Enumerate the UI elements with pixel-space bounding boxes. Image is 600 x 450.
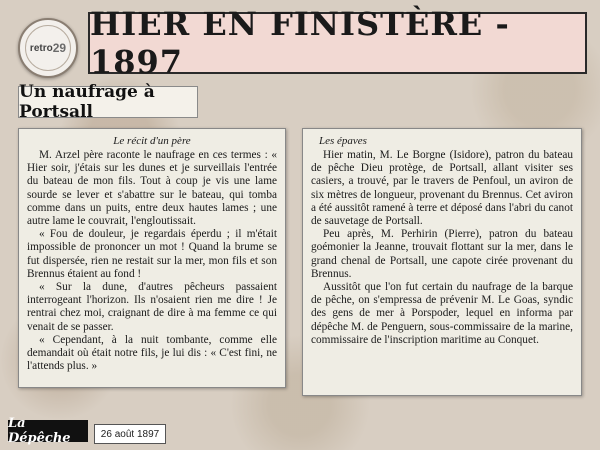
badge-prefix: retro: [29, 42, 53, 54]
left-paragraph-2: « Fou de douleur, je regardais éperdu ; il m'était impossible de prononcer un mot ! Quand la brume se fut dispersée, rien ne restait sur la mer, mon fils et son Brennus étaient au fond !: [27, 228, 277, 280]
badge-number: 29: [52, 41, 67, 55]
logo-text: La Dépêche: [8, 416, 71, 446]
left-paragraph-3: « Sur la dune, d'autres pêcheurs passaient interrogeant l'horizon. Ils n'osaient rien me dire ! Je rentrai chez moi, craignant de dire à ma femme ce qui venait de se passer.: [27, 281, 277, 333]
left-paragraph-4: « Cependant, à la nuit tombante, comme elle demandait où était notre fils, je lui dis : « C'est fini, ne l'attends plus. »: [27, 333, 277, 373]
right-clipping: [302, 128, 582, 396]
article-headline: [18, 82, 198, 122]
headline-text: Un naufrage à Portsall: [19, 82, 155, 122]
la-depeche-logo: [8, 416, 88, 446]
left-paragraph-1: M. Arzel père raconte le naufrage en ces termes : « Hier soir, j'étais sur les dunes et je surveillais l'entrée du bateau de mon fils. Tout à coup je vis une lame sourde se lever et s'abattre sur le bateau, qui tomba comme dans un puits, entre deux hautes lames ; une autre lame le couvrait, l'engloutissait.: [27, 149, 277, 228]
left-clipping-heading: Le récit d'un père: [113, 135, 191, 147]
right-paragraph-3: Aussitôt que l'on fut certain du naufrage de la barque de pêche, on s'empressa de prévenir M. Le Goas, syndic des gens de mer à Porspoder, lequel en informa par dépêche M. de Penguern, sous-commissaire de la marine, commissaire de l'inscription maritime au Conquet.: [311, 281, 573, 346]
publication-date: [94, 424, 166, 444]
badge-label: [25, 25, 71, 71]
left-clipping: [18, 128, 286, 388]
title-banner: [88, 5, 587, 81]
right-clipping-heading: Les épaves: [319, 135, 367, 147]
right-paragraph-2: Peu après, M. Perhirin (Pierre), patron du bateau goémonier la Jeanne, trouvait flottant sur la mer, dans le grand chenal de Portsall, une capote cirée provenant du Brennus.: [311, 228, 573, 280]
page-title: HIER EN FINISTÈRE - 1897: [90, 5, 510, 81]
right-paragraph-1: Hier matin, M. Le Borgne (Isidore), patron du bateau de pêche Dieu protège, de Portsall, allant visiter ses casiers, a trouvé, par le travers de Penfoul, un aviron de six mètres de longueur, provenant du Brennus. Cet aviron a été aussitôt ramené à terre et déposé dans l'abri du canot de sauvetage de Portsall.: [311, 149, 573, 228]
date-text: 26 août 1897: [100, 428, 160, 440]
retro29-badge: [18, 18, 78, 78]
